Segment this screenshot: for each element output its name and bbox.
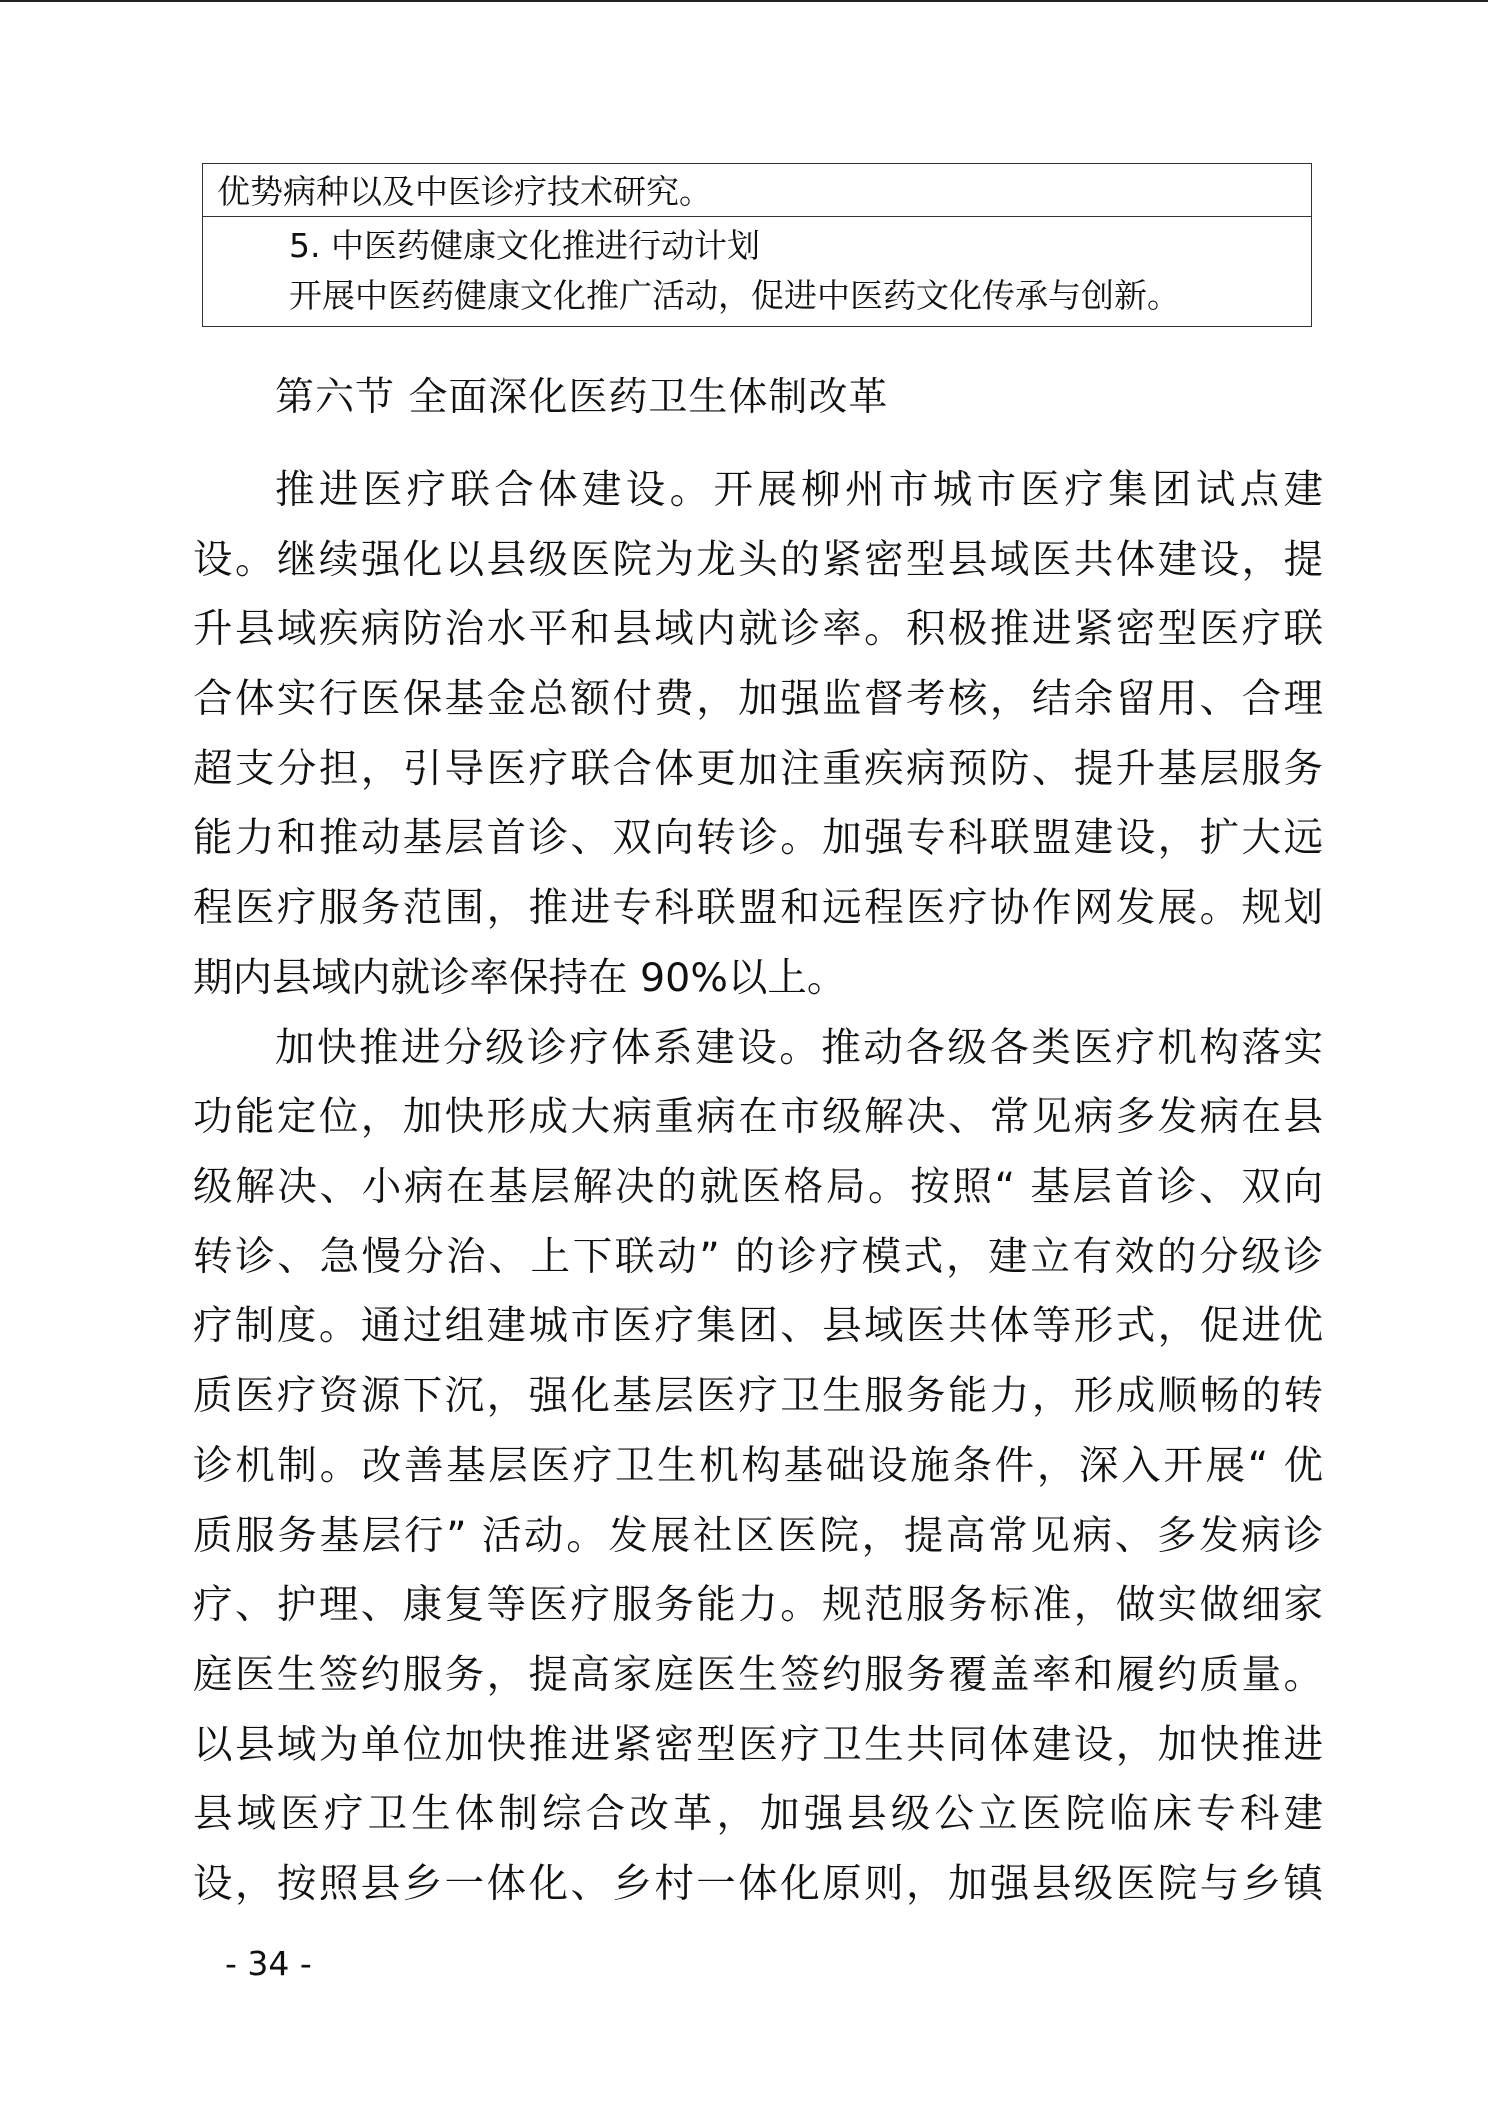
plan-box-row-1	[203, 164, 1311, 217]
paragraph-1-line: 推进医疗联合体建设。开展柳州市城市医疗集团试点建	[275, 467, 1323, 513]
paragraph-2-line: 转诊、急慢分治、上下联动” 的诊疗模式，建立有效的分级诊	[193, 1234, 1323, 1280]
plan-box-item-text: 开展中医药健康文化推广活动，促进中医药文化传承与创新。	[289, 276, 1180, 315]
paragraph-1-line: 设。继续强化以县级医院为龙头的紧密型县域医共体建设，提	[193, 537, 1323, 583]
paragraph-2-line: 疗、护理、康复等医疗服务能力。规范服务标准，做实做细家	[193, 1582, 1323, 1628]
paragraph-2-line: 设，按照县乡一体化、乡村一体化原则，加强县级医院与乡镇	[193, 1861, 1323, 1907]
paragraph-2-line: 县域医疗卫生体制综合改革，加强县级公立医院临床专科建	[193, 1791, 1323, 1837]
paragraph-1-line: 期内县域内就诊率保持在 90%以上。	[193, 955, 847, 1001]
paragraph-2-line: 疗制度。通过组建城市医疗集团、县域医共体等形式，促进优	[193, 1303, 1323, 1349]
paragraph-2-line: 功能定位，加快形成大病重病在市级解决、常见病多发病在县	[193, 1094, 1323, 1140]
paragraph-2-line: 诊机制。改善基层医疗卫生机构基础设施条件，深入开展“ 优	[193, 1443, 1323, 1489]
paragraph-2-line: 庭医生签约服务，提高家庭医生签约服务覆盖率和履约质量。	[193, 1652, 1323, 1698]
paragraph-1-line: 升县域疾病防治水平和县域内就诊率。积极推进紧密型医疗联	[193, 606, 1323, 652]
top-border-rule	[0, 0, 1488, 2]
page-number: - 34 -	[225, 1944, 312, 1983]
plan-box	[202, 163, 1312, 327]
section-heading: 第六节 全面深化医药卫生体制改革	[275, 375, 889, 420]
paragraph-1-line: 程医疗服务范围，推进专科联盟和远程医疗协作网发展。规划	[193, 885, 1323, 931]
paragraph-2-line: 加快推进分级诊疗体系建设。推动各级各类医疗机构落实	[275, 1025, 1323, 1071]
paragraph-2-line: 质服务基层行” 活动。发展社区医院，提高常见病、多发病诊	[193, 1513, 1323, 1559]
plan-box-text-1: 优势病种以及中医诊疗技术研究。	[217, 172, 712, 211]
paragraph-1-line: 合体实行医保基金总额付费，加强监督考核，结余留用、合理	[193, 676, 1323, 722]
paragraph-1-line: 超支分担，引导医疗联合体更加注重疾病预防、提升基层服务	[193, 746, 1323, 792]
paragraph-2-line: 质医疗资源下沉，强化基层医疗卫生服务能力，形成顺畅的转	[193, 1373, 1323, 1419]
plan-box-item-title: 5. 中医药健康文化推进行动计划	[289, 226, 760, 265]
paragraph-2-line: 级解决、小病在基层解决的就医格局。按照“ 基层首诊、双向	[193, 1164, 1323, 1210]
paragraph-1-line: 能力和推动基层首诊、双向转诊。加强专科联盟建设，扩大远	[193, 815, 1323, 861]
paragraph-2-line: 以县域为单位加快推进紧密型医疗卫生共同体建设，加快推进	[193, 1722, 1323, 1768]
